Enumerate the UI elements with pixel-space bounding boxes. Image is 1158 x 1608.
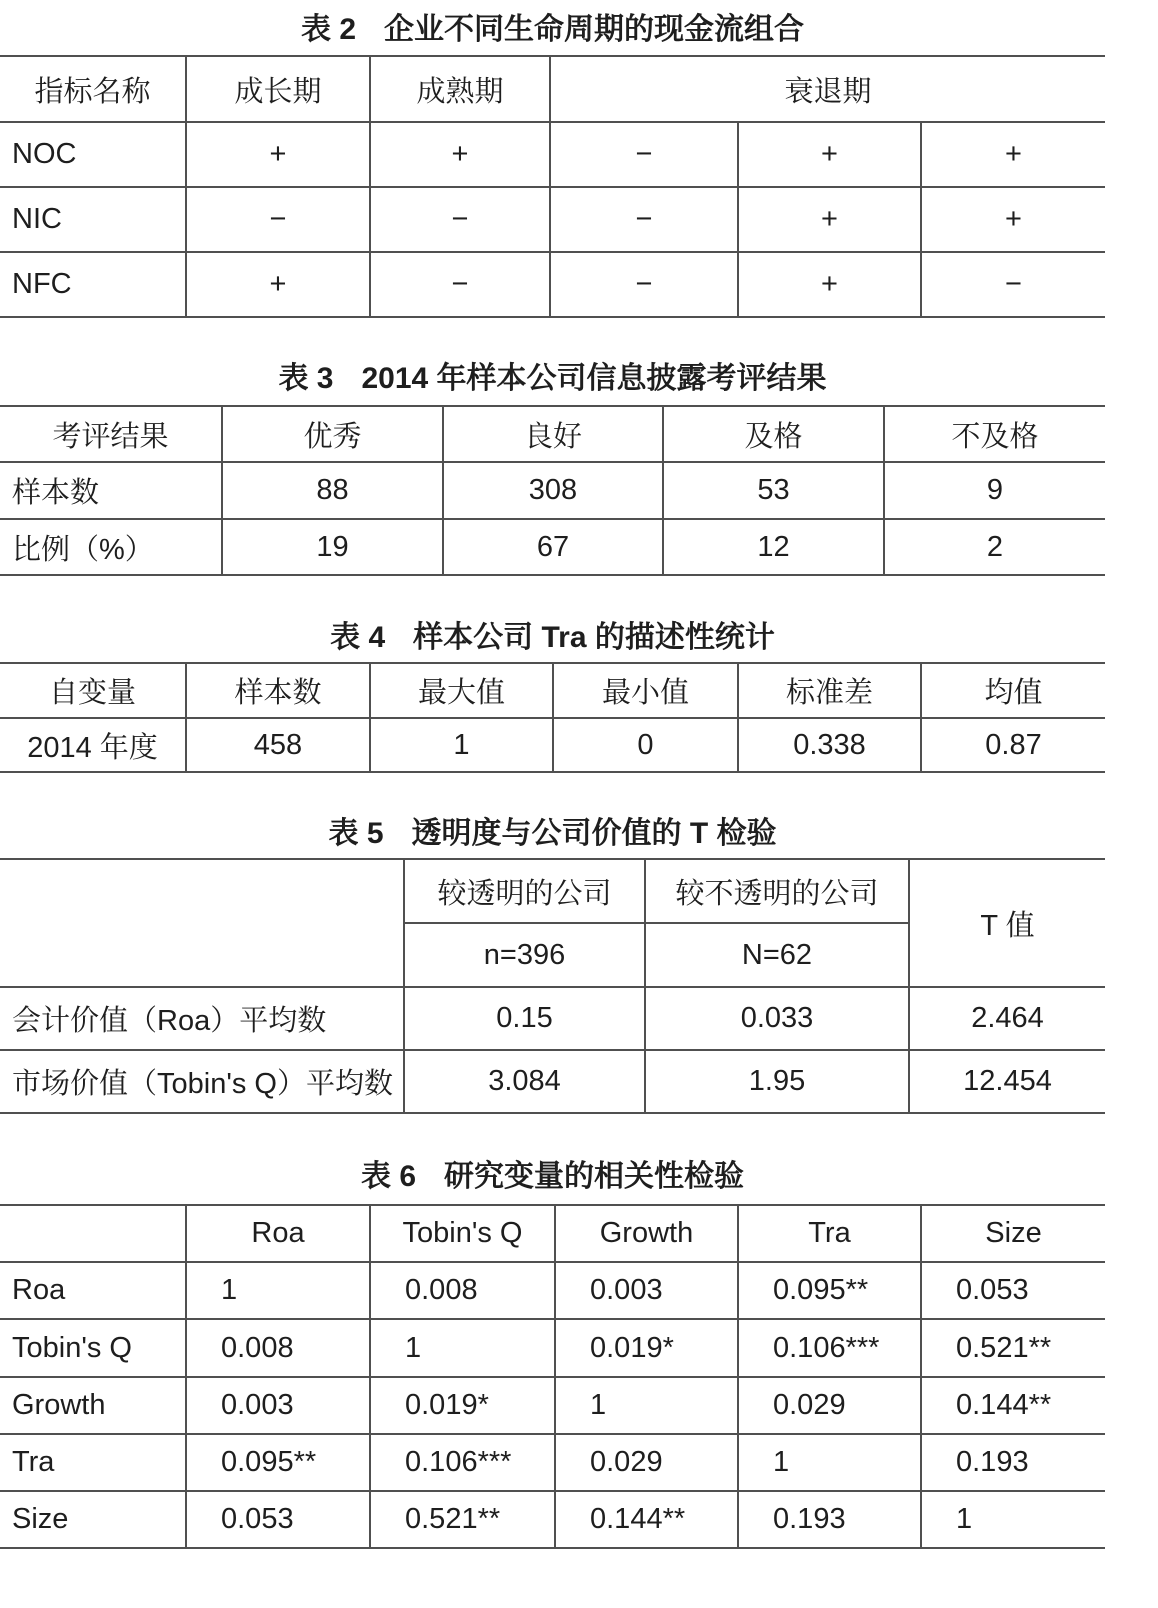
row-label: NIC [0,187,186,252]
table-4-title [0,618,1105,658]
header-empty-cell [0,1205,186,1262]
table-cell: 2 [884,519,1105,575]
table-cell: 0.87 [921,718,1105,772]
table-5-title [0,814,1105,854]
table-cell: 0.095** [186,1434,370,1491]
table-cell: + [921,122,1105,187]
header-mean: 均值 [921,663,1105,718]
table-cell: 458 [186,718,370,772]
header-max: 最大值 [370,663,553,718]
table-row [0,252,1105,317]
header-t-value: T 值 [909,859,1105,987]
table-cell: − [186,187,370,252]
table-cell: 1 [370,1319,555,1377]
header-good: 良好 [443,406,663,462]
table-2-title [0,10,1105,50]
table-cell: + [370,122,550,187]
table-row [0,1377,1105,1434]
table-cell: 1 [186,1262,370,1319]
table-cell: + [186,252,370,317]
table-cell: 0.338 [738,718,921,772]
table-cell: 0.095** [738,1262,921,1319]
header-growth: Growth [555,1205,738,1262]
table-row [0,1491,1105,1548]
table-cell: 0.106*** [738,1319,921,1377]
header-decline-stage: 衰退期 [550,56,1105,122]
table-cell: 0.033 [645,987,909,1050]
header-transparent-companies: 较透明的公司 [404,859,645,923]
table-3-header-row [0,406,1105,462]
table-cell: 308 [443,462,663,519]
table-cell: 0.106*** [370,1434,555,1491]
table-row [0,519,1105,575]
row-label: Tra [0,1434,186,1491]
row-label: NOC [0,122,186,187]
table-cell: − [550,122,738,187]
row-label: NFC [0,252,186,317]
header-roa: Roa [186,1205,370,1262]
table-4 [0,662,1105,773]
table-cell: 19 [222,519,443,575]
table-cell: + [738,187,921,252]
table-cell: 0.521** [370,1491,555,1548]
header-size: Size [921,1205,1105,1262]
table-5-caption: 透明度与公司价值的 T 检验 [411,817,777,850]
table-2-number: 表 2 [300,13,357,46]
table-cell: 88 [222,462,443,519]
row-label: 样本数 [0,462,222,519]
header-std-dev: 标准差 [738,663,921,718]
table-6-header-row [0,1205,1105,1262]
table-row [0,718,1105,772]
table-cell: 0.029 [738,1377,921,1434]
table-6-number: 表 6 [360,1160,417,1193]
table-cell: 1 [555,1377,738,1434]
table-cell: 0.15 [404,987,645,1050]
table-6 [0,1204,1105,1549]
table-cell: 0.144** [555,1491,738,1548]
table-6-caption: 研究变量的相关性检验 [444,1160,745,1193]
table-cell: 1 [370,718,553,772]
header-empty-cell [0,859,404,987]
header-min: 最小值 [553,663,738,718]
table-cell: − [550,252,738,317]
table-row [0,1319,1105,1377]
header-n-transparent: n=396 [404,923,645,987]
row-label: Growth [0,1377,186,1434]
header-tobins-q: Tobin's Q [370,1205,555,1262]
table-cell: 0.008 [370,1262,555,1319]
table-cell: 53 [663,462,884,519]
table-cell: 12 [663,519,884,575]
table-row [0,122,1105,187]
header-growth-stage: 成长期 [186,56,370,122]
header-sample-count: 样本数 [186,663,370,718]
table-cell: 3.084 [404,1050,645,1113]
table-3-caption: 2014 年样本公司信息披露考评结果 [361,362,827,395]
row-label: Tobin's Q [0,1319,186,1377]
header-less-transparent-companies: 较不透明的公司 [645,859,909,923]
row-label: Size [0,1491,186,1548]
header-fail: 不及格 [884,406,1105,462]
header-mature-stage: 成熟期 [370,56,550,122]
header-evaluation-result: 考评结果 [0,406,222,462]
table-cell: 0 [553,718,738,772]
table-row [0,1050,1105,1113]
table-cell: 67 [443,519,663,575]
table-cell: 2.464 [909,987,1105,1050]
table-cell: 0.008 [186,1319,370,1377]
row-label: Roa [0,1262,186,1319]
table-2 [0,55,1105,318]
row-label: 会计价值（Roa）平均数 [0,987,404,1050]
row-label: 2014 年度 [0,718,186,772]
table-4-caption: 样本公司 Tra 的描述性统计 [413,621,775,654]
table-5-header-row [0,859,1105,923]
row-label: 比例（%） [0,519,222,575]
table-cell: + [921,187,1105,252]
table-row [0,987,1105,1050]
header-independent-variable: 自变量 [0,663,186,718]
table-cell: 0.053 [186,1491,370,1548]
table-3-number: 表 3 [278,362,334,395]
table-cell: 0.521** [921,1319,1105,1377]
table-cell: − [921,252,1105,317]
table-4-number: 表 4 [330,621,386,654]
table-cell: 0.019* [555,1319,738,1377]
table-cell: 1 [738,1434,921,1491]
table-row [0,462,1105,519]
table-cell: − [370,187,550,252]
table-cell: + [738,252,921,317]
header-excellent: 优秀 [222,406,443,462]
table-cell: 0.003 [186,1377,370,1434]
table-2-header-row [0,56,1105,122]
table-cell: − [550,187,738,252]
table-cell: 0.193 [921,1434,1105,1491]
table-cell: 12.454 [909,1050,1105,1113]
table-row [0,1434,1105,1491]
header-indicator-name: 指标名称 [0,56,186,122]
table-cell: 0.053 [921,1262,1105,1319]
table-6-title [0,1157,1105,1197]
table-4-header-row [0,663,1105,718]
header-pass: 及格 [663,406,884,462]
table-cell: 9 [884,462,1105,519]
table-cell: 0.003 [555,1262,738,1319]
table-3 [0,405,1105,576]
table-cell: 0.029 [555,1434,738,1491]
table-5-number: 表 5 [328,817,384,850]
table-cell: 0.144** [921,1377,1105,1434]
table-cell: 0.019* [370,1377,555,1434]
table-3-title [0,359,1105,399]
header-n-less-transparent: N=62 [645,923,909,987]
table-cell: 1 [921,1491,1105,1548]
table-row [0,1262,1105,1319]
table-row [0,187,1105,252]
table-5 [0,858,1105,1114]
table-cell: 0.193 [738,1491,921,1548]
table-cell: 1.95 [645,1050,909,1113]
header-tra: Tra [738,1205,921,1262]
row-label: 市场价值（Tobin's Q）平均数 [0,1050,404,1113]
table-2-caption: 企业不同生命周期的现金流组合 [384,13,805,46]
table-cell: + [738,122,921,187]
table-cell: − [370,252,550,317]
table-cell: + [186,122,370,187]
